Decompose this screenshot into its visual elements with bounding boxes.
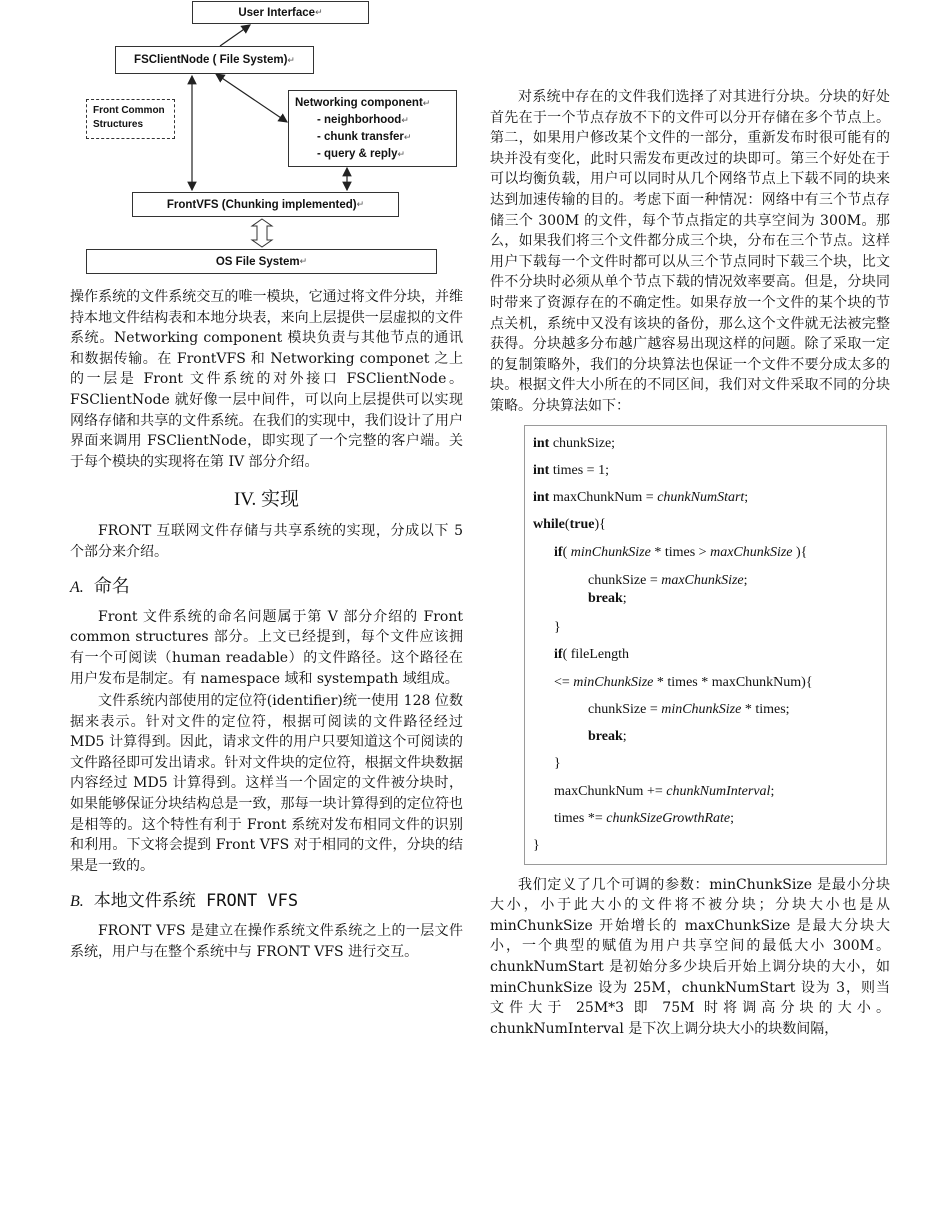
box-user-interface: User Interface ↵ [192,1,369,24]
front-common-line2: Structures [93,119,144,130]
code-line [533,778,886,805]
subsection-a-paragraph-2: 文件系统内部使用的定位符(identifier)统一使用 128 位数据来表示。针对文件的定位符，根据可阅读的文件路径经过 MD5 计算得到。因此，请求文件的用户只要知道这个可阅读的文件路径即可发出请求。针对文件块的定位符，根据文件块数据内容经过 MD5 计算得到。这样当一个固定的文件被分块时，如果能够保证分块结构总是一致，那每一块计算得到的定位符也是相等的。这个特性有利于 Front 系统对发布相同文件的识别和利用。下文将会提到 Front VFS 对于相同的文件，分块的结果是一致的。 [70,693,463,874]
code-italic: minChunkSize [573,674,654,690]
box-networking-component: Networking component↵ - neighborhood↵ - chunk transfer↵ - query & reply↵ [288,90,457,167]
code-text: ( fileLength [562,647,630,663]
code-text: ; [743,572,748,588]
subsection-b-paragraph-1: FRONT VFS 是建立在操作系统文件系统之上的一层文件系统，用户与在整个系统中与 FRONT VFS 进行交互。 [70,923,463,960]
networking-item-query-reply: - query & reply [317,148,398,160]
code-keyword: break [588,590,623,606]
code-line [533,430,886,457]
front-common-line1: Front Common [93,105,165,116]
code-italic: maxChunkSize [710,544,793,560]
arrow-fsclient-networking [216,74,287,122]
code-line [533,457,886,484]
code-text: ; [622,590,627,606]
code-line [533,511,886,538]
code-keyword: int [533,462,550,478]
box-fsclientnode-label: FSClientNode ( File System) [134,54,288,66]
code-text: <= [554,674,574,690]
code-text: * times; [741,701,790,717]
subsection-b-heading [70,890,463,913]
code-text: chunkSize = [588,572,662,588]
code-keyword: break [588,729,623,745]
arrow-fsclient-to-ui [220,25,250,46]
code-line [533,539,886,566]
code-text: ; [622,729,627,745]
right-paragraph-chunking: 对系统中存在的文件我们选择了对其进行分块。分块的好处首先在于一个节点存放不下的文件可以分开存储在多个节点上。第二，如果用户修改某个文件的一部分，重新发布时很可能有的块并没有变化，此时只需发布更改过的块即可。第三个好处在于可以均衡负载，用户可以同时从几个网络节点上下载不同的块来达到加速传输的目的。考虑下面一种情况：网络中有三个节点存储三个 300M 的文件，每个节点指定的共享空间为 300M。那么，如果我们将三个文件都分成三个块，分布在三个节点。这样用户下载每一个文件时都可以从三个节点同时下载三个块，比文件不分块时必须从单个节点下载的情况效率要高。但是，分块同时带来了资源存在的不确定性。如果存放一个文件的某个块的节点关机，系统中又没有该块的备份，那么这个文件就无法被完整获得。分块越多分布越广越容易出现这样的问题。除了采取一定的复制策略外，我们的分块算法也保证一个文件不要分成太多的块。根据文件大小所在的不同区间，我们对文件采取不同的分块策略。分块算法如下： [490,89,890,414]
box-os-file-system: OS File System ↵ [86,249,437,274]
code-line [533,805,886,832]
hollow-arrow-frontvfs-os [252,219,272,247]
code-keyword: while [533,517,565,533]
box-user-interface-label: User Interface [238,6,316,19]
code-keyword: true [569,517,595,533]
code-line: } [533,838,540,854]
code-text: ; [770,783,775,799]
code-line: } [554,619,561,635]
code-line [533,669,886,696]
code-text: ; [744,490,749,506]
box-fsclientnode: FSClientNode ( File System) ↵ [115,46,314,74]
code-line: } [554,756,561,772]
code-italic: chunkSizeGrowthRate [606,811,731,827]
code-text: * times * maxChunkNum){ [653,674,813,690]
subsection-a-title: 命名 [93,576,130,597]
subsection-b-letter: B. [70,893,84,911]
code-italic: minChunkSize [570,544,651,560]
code-keyword: if [554,544,563,560]
section-intro: FRONT 互联网文件存储与共享系统的实现，分成以下 5 个部分来介绍。 [70,522,463,560]
right-column [490,87,890,1039]
code-line [533,641,886,668]
subsection-b-title: 本地文件系统 FRONT VFS [93,891,299,912]
subsection-a-letter: A. [70,579,84,597]
right-paragraph-parameters: 我们定义了几个可调的参数：minChunkSize 是最小分块大小，小于此大小的文件将不被分块；分块大小也是从 minChunkSize 开始增长的 maxChunkSize 是最大分块大小，一个典型的赋值为用户共享空间的最低大小 300M。chunkNumStart 是初始分多少块后开始上调分块的大小，如 minChunkSize 设为 25M，chunkNumStart 设为 3，则当文件大于 25M*3 即 75M 时将调高分块的大小。chunkNumInterval 是下次上调分块大小的块数间隔， [490,876,890,1037]
code-text: maxChunkNum += [554,783,667,799]
code-text: ( [564,517,570,533]
code-line [533,484,886,511]
code-text: times *= [554,811,607,827]
code-italic: chunkNumStart [657,490,745,506]
section-title-implementation: IV. 实现 [233,489,300,511]
box-front-common-structures [86,99,175,139]
subsection-a-paragraph-1: Front 文件系统的命名问题属于第 V 部分介绍的 Front common structures 部分。上文已经提到，每个文件应该拥有一个可阅读（human readable）的文件路径。这个路径在用户发布是制定。有 namespace 域和 systempath 域组成。 [70,608,463,687]
code-italic: minChunkSize [661,701,742,717]
networking-item-chunk-transfer: - chunk transfer [317,131,404,143]
code-line [533,572,886,590]
left-column [70,287,463,962]
code-line [533,696,886,723]
code-text: ){ [792,544,808,560]
left-paragraph-architecture: 操作系统的文件系统交互的唯一模块，它通过将文件分块，并维持本地文件结构表和本地分块表，来向上层提供一层虚拟的文件系统。Networking component 模块负责与其他节点的通讯和数据传输。在 FrontVFS 和 Networking componet 之上的一层是 Front 文件系统的对外接口 FSClientNode。FSClientNode 就好像一层中间件，可以向上层提供可以实现网络存储和共享的文件系统。在我们的实现中，我们设计了用户界面来调用 FSClientNode，即实现了一个完整的客户端。关于每个模块的实现将在第 IV 部分介绍。 [70,289,463,470]
chunk-algorithm-code-block [524,425,887,865]
networking-item-neighborhood: - neighborhood [317,114,402,126]
subsection-a-heading [70,576,463,599]
networking-title: Networking component [295,97,423,109]
code-keyword: if [554,647,563,663]
code-line [533,723,886,750]
box-os-file-system-label: OS File System [215,255,300,268]
code-text: ( [562,544,571,560]
code-italic: maxChunkSize [661,572,744,588]
code-line [533,590,886,608]
code-text: chunkSize; [549,435,616,451]
code-text: times = 1; [549,462,609,478]
code-keyword: int [533,490,550,506]
code-keyword: int [533,435,550,451]
code-text: ; [730,811,735,827]
box-frontvfs-label: FrontVFS (Chunking implemented) [166,198,357,211]
code-text: chunkSize = [588,701,662,717]
code-text: ){ [594,517,606,533]
box-frontvfs: FrontVFS (Chunking implemented) ↵ [132,192,399,217]
code-text: * times > [650,544,711,560]
code-text: maxChunkNum = [549,490,658,506]
code-italic: chunkNumInterval [666,783,771,799]
